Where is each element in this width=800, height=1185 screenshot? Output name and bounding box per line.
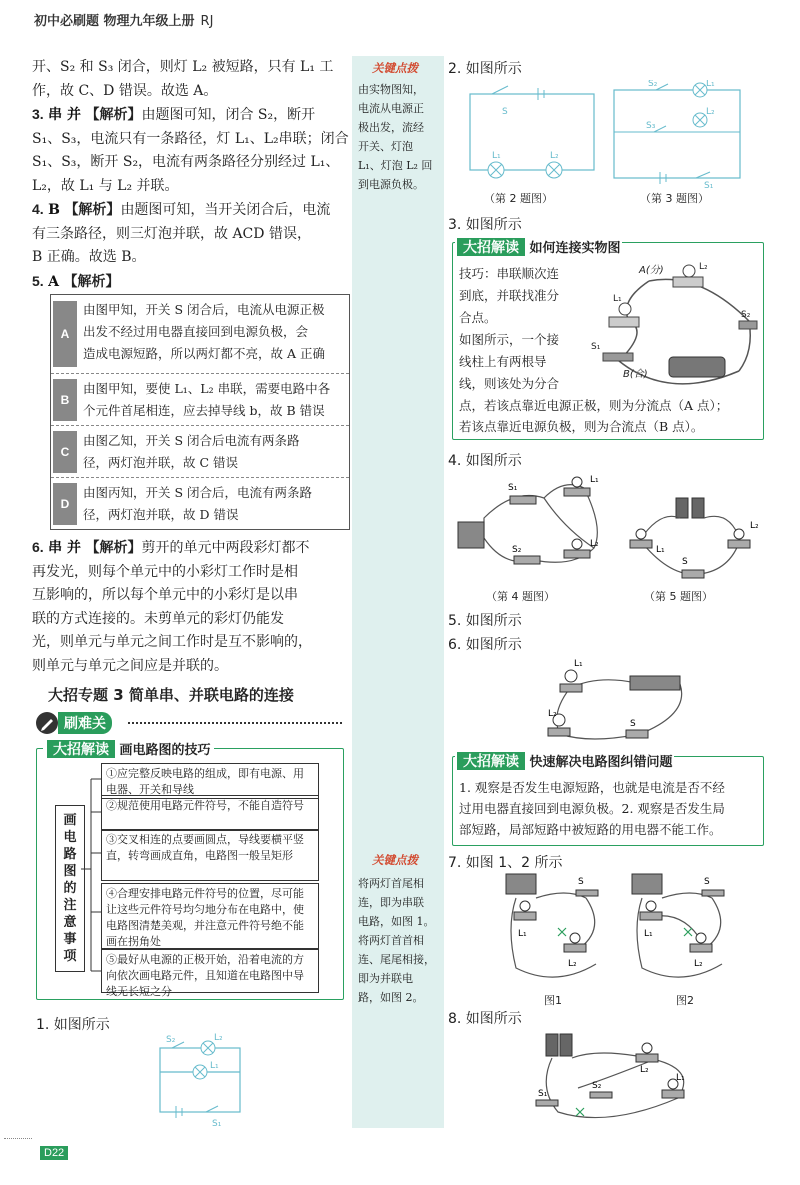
option-a	[51, 295, 349, 373]
svg-text:L₁: L₁	[613, 294, 622, 304]
ct-line-1: 技巧：串联顺次连	[459, 266, 560, 281]
svg-text:S₁: S₁	[704, 181, 714, 190]
svg-text:L₁: L₁	[644, 929, 653, 939]
option-d-text	[83, 482, 345, 526]
kp1-line-1: 由实物图知，	[358, 83, 424, 96]
tips-item-3: ③交叉相连的点要画圆点，导线要横平竖直，转弯画成直角，电路图一般呈矩形	[101, 829, 319, 881]
caption-fig-2: （第 2 题图）	[484, 192, 553, 205]
ct-line-8: 若该点靠近电源负极，则为合流点（B 点）。	[459, 419, 704, 434]
q6-number: 6.	[32, 539, 44, 555]
keypoint-1-text: 关键点拨	[372, 61, 418, 75]
keypoint-2-text: 关键点拨	[372, 853, 418, 867]
kp2-line-6: 即为并联电	[358, 972, 413, 985]
option-a-letter: A	[53, 301, 77, 367]
svg-text:S₂: S₂	[648, 80, 658, 89]
tips-item-2: ②规范使用电路元件符号，不能自造符号	[101, 795, 319, 831]
q6-answer: 串 并	[48, 540, 82, 556]
shua-label: 刷难关	[58, 712, 112, 734]
q6-line-5: 光，则单元与单元之间工作时是互不影响的，	[32, 634, 312, 650]
q5-answer: A	[48, 273, 60, 290]
tips-item-5: ⑤最好从电源的正极开始，沿着电流的方向依次画电路元件，且知道在电路图中导线无长短之分	[101, 949, 319, 993]
q5-number: 5.	[32, 272, 44, 289]
label-b-merge: B(合)	[623, 369, 648, 380]
option-b-line-1: 由图甲知，要使 L₁、L₂ 串联，需要电路中各	[83, 381, 331, 396]
tips-item-1: ①应完整反映电路的组成，即有电源、用电器、开关和导线	[101, 763, 319, 799]
r-q6-label: 6. 如图所示	[448, 637, 522, 653]
q6-block	[32, 536, 350, 678]
q3-line-1: 由题图可知，闭合 S₂，断开	[141, 107, 316, 123]
label-a-split: A(分)	[639, 265, 664, 276]
ct-line-7: 点，若该点靠近电源正极，则为分流点（A 点）；	[459, 398, 729, 413]
svg-text:S₁: S₁	[591, 342, 601, 352]
svg-text:L₁: L₁	[656, 545, 665, 555]
q4-line-3: B 正确。故选 B。	[32, 249, 146, 265]
svg-text:L₁: L₁	[210, 1061, 219, 1071]
q2-circuit-diagram	[462, 80, 602, 190]
svg-text:L₁: L₁	[706, 80, 715, 89]
q4-number: 4.	[32, 201, 44, 217]
svg-text:L₂: L₂	[640, 1065, 649, 1075]
kp1-line-2: 电流从电源正	[358, 102, 424, 115]
q4-first-line	[32, 198, 350, 223]
connect-tips-box	[452, 239, 764, 440]
tips-box	[36, 741, 344, 1000]
kp2-line-2: 连，即为串联	[358, 896, 424, 909]
keypoint-1-body	[358, 80, 436, 194]
edition-label: RJ	[200, 14, 214, 29]
svg-text:L₂: L₂	[568, 959, 577, 969]
footer-dots	[4, 1138, 32, 1139]
q2-tail-line-1: 开、S₂ 和 S₃ 闭合，则灯 L₂ 被短路，只有 L₁ 工	[32, 59, 334, 75]
q5-options-box	[50, 294, 350, 530]
option-c-line-1: 由图乙知，开关 S 闭合后电流有两条路	[83, 433, 300, 448]
r-q4-label: 4. 如图所示	[448, 453, 522, 469]
option-b-line-2: 个元件首尾相连，应去掉导线 b，故 B 错误	[83, 403, 325, 418]
q6-line-4: 联的方式连接的。未剪单元的彩灯仍能发	[32, 610, 284, 627]
caption-fig-7-1: 图1	[544, 994, 562, 1007]
kp1-line-4: 开关、灯泡	[358, 140, 413, 153]
r-q2-label: 2. 如图所示	[448, 61, 522, 77]
connect-real-circuit	[589, 261, 759, 393]
svg-text:S: S	[502, 107, 508, 117]
option-a-text	[83, 299, 345, 365]
keypoint-label-2	[372, 852, 418, 868]
option-b	[51, 373, 349, 426]
q1-label: 1. 如图所示	[36, 1017, 110, 1033]
q2-tail-line-2: 作，故 C、D 错误。故选 A。	[32, 82, 218, 99]
ef-line-3: 部短路，局部短路中被短路的用电器不能工作。	[459, 822, 722, 837]
svg-text:L₁: L₁	[492, 151, 501, 161]
left-column	[32, 56, 350, 294]
tips-box-title	[43, 739, 214, 759]
svg-text:L₂: L₂	[214, 1033, 223, 1043]
r-q3-label: 3. 如图所示	[448, 217, 522, 233]
caption-fig-4: （第 4 题图）	[486, 590, 555, 603]
svg-text:S₃: S₃	[646, 121, 656, 131]
q5-first-line	[32, 270, 350, 295]
connect-tips-heading: 如何连接实物图	[529, 241, 621, 256]
caption-fig-7-2: 图2	[676, 994, 694, 1007]
svg-text:L₁: L₁	[590, 475, 599, 485]
q3-circuit-diagram	[606, 80, 746, 190]
svg-text:L₁: L₁	[574, 659, 583, 669]
kp2-line-5: 连、尾尾相接，	[358, 953, 435, 966]
q3-line-4: L₂，故 L₁ 与 L₂ 并联。	[32, 177, 179, 194]
q4-answer: B	[48, 202, 60, 218]
dotted-divider	[128, 722, 342, 724]
option-d-line-2: 径，两灯泡并联，故 D 错误	[83, 507, 239, 522]
keypoint-2-body	[358, 874, 436, 1007]
q4-line-2: 有三条路径，则三灯泡并联，故 ACD 错误，	[32, 225, 311, 242]
svg-text:S₂: S₂	[741, 310, 751, 320]
connect-tips-title	[455, 237, 622, 257]
option-a-line-3: 造成电源短路，所以两灯都不亮，故 A 正确	[83, 346, 325, 361]
svg-text:S: S	[704, 877, 710, 887]
tips-item-4: ④合理安排电路元件符号的位置，尽可能让这些元件符号均匀地分布在电路中，使电路图清楚美观，并注意元件符号绝不能画在拐角处	[101, 883, 319, 949]
ct-line-3: 合点。	[459, 310, 497, 325]
svg-text:S: S	[630, 719, 636, 729]
option-a-line-1: 由图甲知，开关 S 闭合后，电流从电源正极	[83, 302, 325, 317]
error-fix-text	[459, 777, 759, 840]
tree-connector	[81, 749, 101, 999]
option-d-letter: D	[53, 483, 77, 525]
ct-line-4: 如图所示，一个接	[459, 332, 560, 347]
option-d	[51, 477, 349, 530]
svg-text:L₂: L₂	[750, 521, 759, 531]
svg-text:L₂: L₂	[548, 709, 557, 719]
tips-box-label: 大招解读	[47, 740, 115, 758]
q4-tag: 【解析】	[64, 202, 121, 218]
page-number: D22	[40, 1146, 68, 1160]
svg-text:S₁: S₁	[212, 1119, 222, 1129]
q7-figure-1	[496, 868, 616, 992]
kp1-line-5: L₁、灯泡 L₂ 回	[358, 159, 433, 172]
svg-text:L₂: L₂	[706, 107, 715, 117]
r-q8-label: 8. 如图所示	[448, 1011, 522, 1027]
ct-line-5: 线柱上有两根导	[459, 354, 547, 369]
connect-tips-full-text	[459, 395, 759, 437]
q5-tag: 【解析】	[63, 273, 120, 290]
error-fix-title	[455, 751, 674, 771]
kp2-line-3: 电路，如图 1。	[358, 915, 435, 928]
option-c-text	[83, 430, 345, 474]
q7-figure-2	[622, 868, 746, 992]
shua-nan-guan-bar	[36, 712, 344, 734]
q6-tag: 【解析】	[85, 540, 142, 556]
q6-first-line	[32, 536, 350, 561]
svg-text:S₂: S₂	[512, 545, 522, 555]
svg-text:L₁: L₁	[676, 1073, 685, 1083]
option-b-letter: B	[53, 379, 77, 421]
svg-text:S: S	[578, 877, 584, 887]
error-fix-box	[452, 753, 764, 846]
q3-line-3: S₁、S₃，断开 S₂，电流有两条路径分别经过 L₁、	[32, 154, 340, 170]
svg-text:L₂: L₂	[550, 151, 559, 161]
ct-line-2: 到底，并联找准分	[459, 288, 560, 303]
connect-tips-narrow-text	[459, 263, 587, 395]
tips-root-label: 画电路图的注意事项	[55, 805, 85, 972]
q6-line-6: 则单元与单元之间应是并联的。	[32, 657, 228, 674]
caption-fig-5: （第 5 题图）	[644, 590, 713, 603]
option-c	[51, 425, 349, 478]
r-q7-label: 7. 如图 1、2 所示	[448, 855, 563, 871]
kp2-line-7: 路，如图 2。	[358, 991, 424, 1004]
connect-tips-label: 大招解读	[457, 238, 525, 256]
topic-heading: 大招专题 3 简单串、并联电路的连接	[48, 686, 294, 704]
q6-line-2: 再发光，则每个单元中的小彩灯工作时是相	[32, 563, 298, 580]
option-c-letter: C	[53, 431, 77, 473]
q3-number: 3.	[32, 106, 44, 122]
ct-line-6: 线，则该处为分合	[459, 376, 560, 391]
error-fix-label: 大招解读	[457, 752, 525, 770]
svg-text:S₁: S₁	[508, 483, 518, 493]
r-q5-label: 5. 如图所示	[448, 613, 522, 629]
ef-line-1: 1. 观察是否发生电源短路，也就是电流是否不经	[459, 780, 725, 795]
q3-line-2: S₁、S₃，电流只有一条路径，灯 L₁、L₂串联；闭合	[32, 130, 349, 147]
q4-real-circuit	[454, 468, 614, 580]
book-title: 初中必刷题 物理九年级上册	[34, 14, 195, 29]
q4-line-1: 由题图可知，当开关闭合后，电流	[120, 202, 331, 218]
caption-fig-3: （第 3 题图）	[640, 192, 709, 205]
q6-real-circuit	[530, 654, 700, 746]
ef-line-2: 过用电器直接回到电源负极。2. 观察是否发生局	[459, 801, 725, 816]
keypoint-label-1	[372, 60, 418, 76]
kp1-line-3: 极出发，流经	[358, 121, 424, 134]
option-c-line-2: 径，两灯泡并联，故 C 错误	[83, 455, 239, 470]
svg-text:L₂: L₂	[694, 959, 703, 969]
kp2-line-4: 将两灯首首相	[358, 934, 424, 947]
page-header	[34, 10, 213, 29]
q6-line-3: 互影响的，所以每个单元中的小彩灯是以串	[32, 587, 298, 603]
error-fix-heading: 快速解决电路图纠错问题	[529, 755, 673, 770]
svg-text:L₁: L₁	[518, 929, 527, 939]
svg-text:S₂: S₂	[166, 1035, 176, 1045]
kp1-line-6: 到电源负极。	[358, 178, 424, 191]
q1-circuit-diagram	[150, 1030, 250, 1130]
q3-answer: 串 并	[48, 107, 82, 123]
q8-real-circuit	[528, 1028, 708, 1132]
svg-text:S₂: S₂	[592, 1081, 602, 1091]
option-a-line-2: 出发不经过用电器直接回到电源负极，会	[83, 324, 309, 339]
q5-real-circuit	[620, 490, 770, 586]
q6-line-1: 剪开的单元中两段彩灯都不	[141, 540, 310, 556]
option-d-line-1: 由图丙知，开关 S 闭合后，电流有两条路	[83, 485, 313, 500]
svg-text:L₂: L₂	[699, 262, 708, 272]
tips-box-heading: 画电路图的技巧	[119, 743, 211, 758]
q3-first-line	[32, 103, 350, 128]
svg-text:S: S	[682, 557, 688, 567]
pencil-icon	[36, 712, 58, 734]
kp2-line-1: 将两灯首尾相	[358, 877, 424, 890]
q3-tag: 【解析】	[85, 107, 142, 123]
svg-text:L₂: L₂	[590, 539, 599, 549]
option-b-text	[83, 378, 345, 422]
svg-text:S₁: S₁	[538, 1089, 548, 1099]
